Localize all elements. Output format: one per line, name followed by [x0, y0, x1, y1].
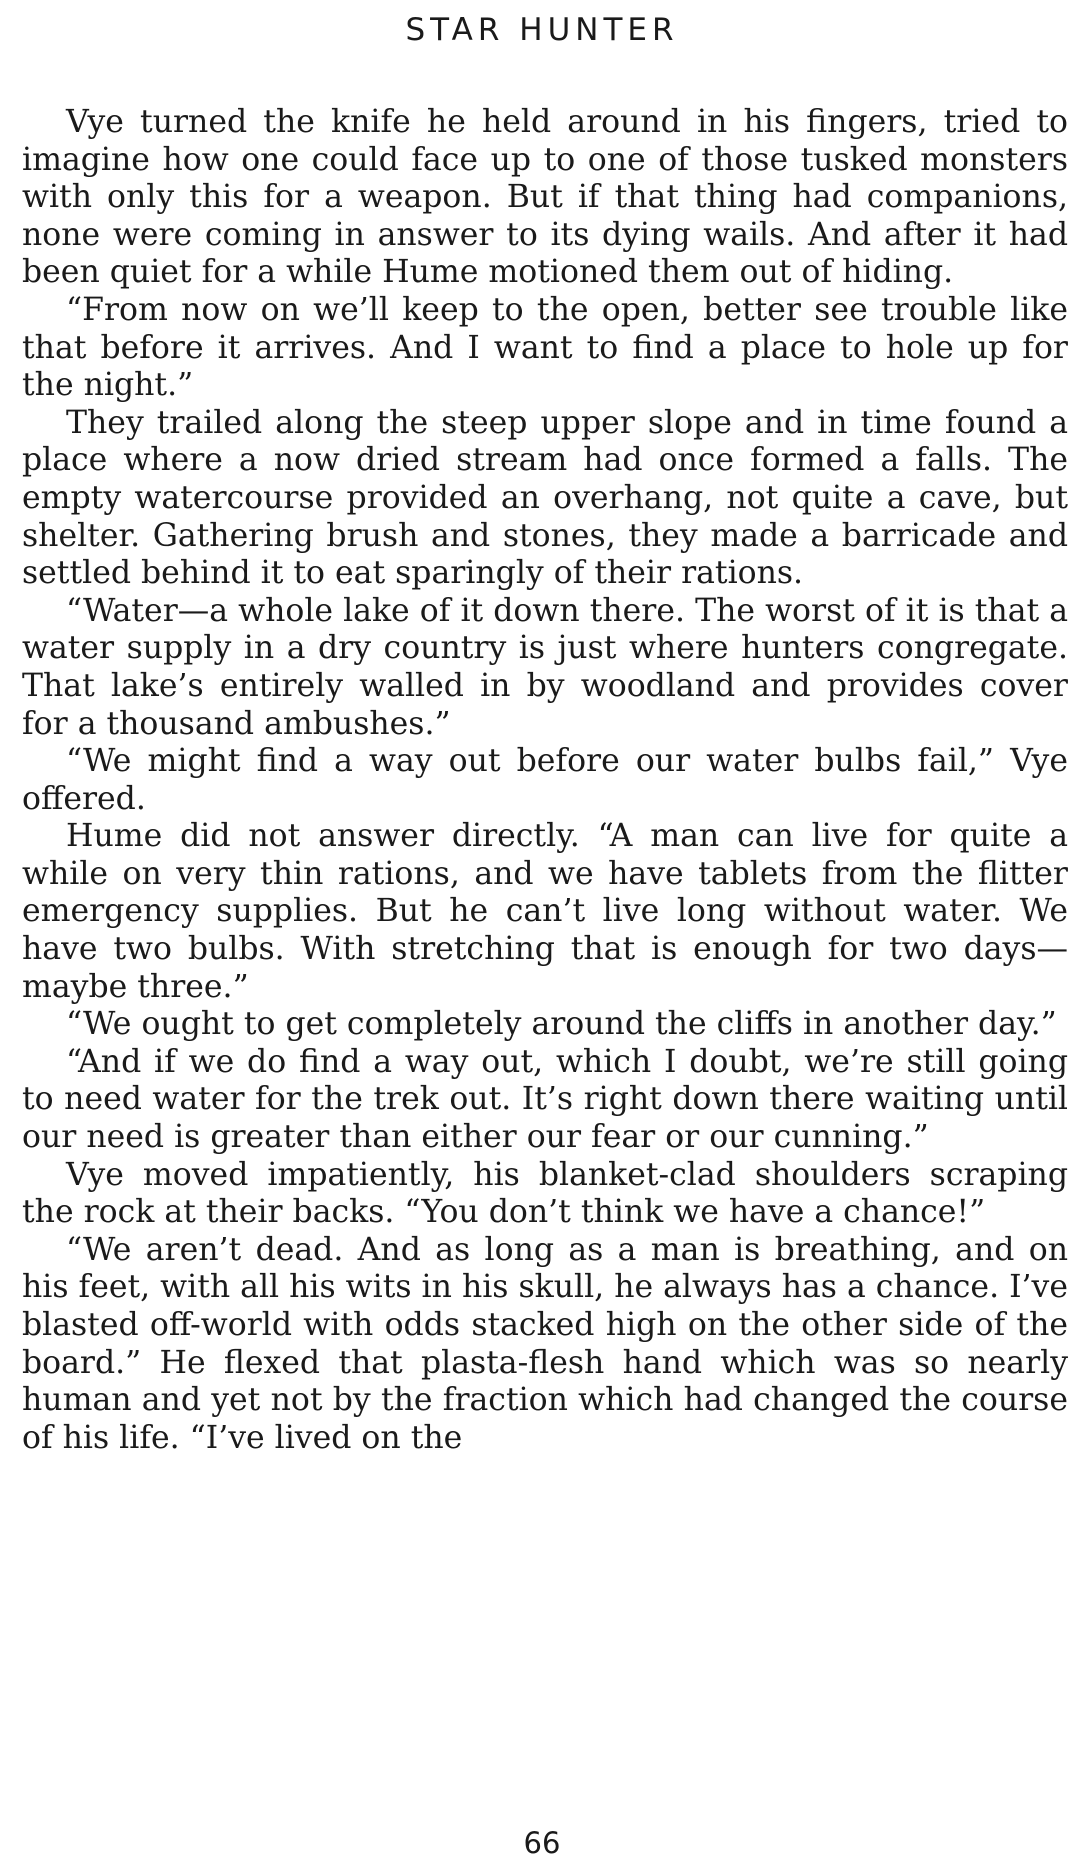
paragraph: “We aren’t dead. And as long as a man is breathing, and on his feet, with all his wits in his skull, he always has a chance. I’ve blasted off-world with odds stacked high on the other side of the board.” He flexed that plasta-flesh hand which was so nearly human and yet not by the fraction which had changed the course of his life. “I’ve lived on the — [22, 1231, 1068, 1456]
paragraph: They trailed along the steep upper slope and in time found a place where a now dried stream had once formed a falls. The empty watercourse provided an overhang, not quite a cave, but shelter. Gathering brush and stones, they made a barricade and settled behind it to eat sparingly of their rations. — [22, 404, 1068, 592]
paragraph: “We might find a way out before our water bulbs fail,” Vye offered. — [22, 743, 1068, 817]
page-number: 66 — [523, 1826, 561, 1860]
paragraph: Vye turned the knife he held around in his fingers, tried to imagine how one could face up to one of those tusked monsters with only this for a weapon. But if that thing had companions, none were coming in answer to its dying wails. And after it had been quiet for a while Hume motioned them out of hiding. — [22, 104, 1068, 291]
paragraph: “And if we do find a way out, which I doubt, we’re still going to need water for the trek out. It’s right down there waiting until our need is greater than either our fear or our cunning.” — [22, 1043, 1068, 1156]
paragraph: Hume did not answer directly. “A man can live for quite a while on very thin rations, and we have tablets from the flitter emergency supplies. But he can’t live long without water. We have two bulbs. With stretching that is enough for two days—maybe three.” — [22, 818, 1068, 1005]
paragraph: Vye moved impatiently, his blanket-clad shoulders scraping the rock at their backs. “You don’t think we have a chance!” — [22, 1156, 1068, 1231]
paragraph: “From now on we’ll keep to the open, better see trouble like that before it arrives. And I want to find a place to hole up for the night.” — [22, 291, 1068, 404]
running-head-title: STAR HUNTER — [405, 12, 679, 48]
paragraph: “Water—a whole lake of it down there. The worst of it is that a water supply in a dry country is just where hunters congregate. That lake’s entirely walled in by woodland and provides cover for a thousand ambushes.” — [22, 592, 1068, 742]
paragraph: “We ought to get completely around the cliffs in another day.” — [66, 1006, 1057, 1043]
body-text — [22, 104, 1068, 1457]
